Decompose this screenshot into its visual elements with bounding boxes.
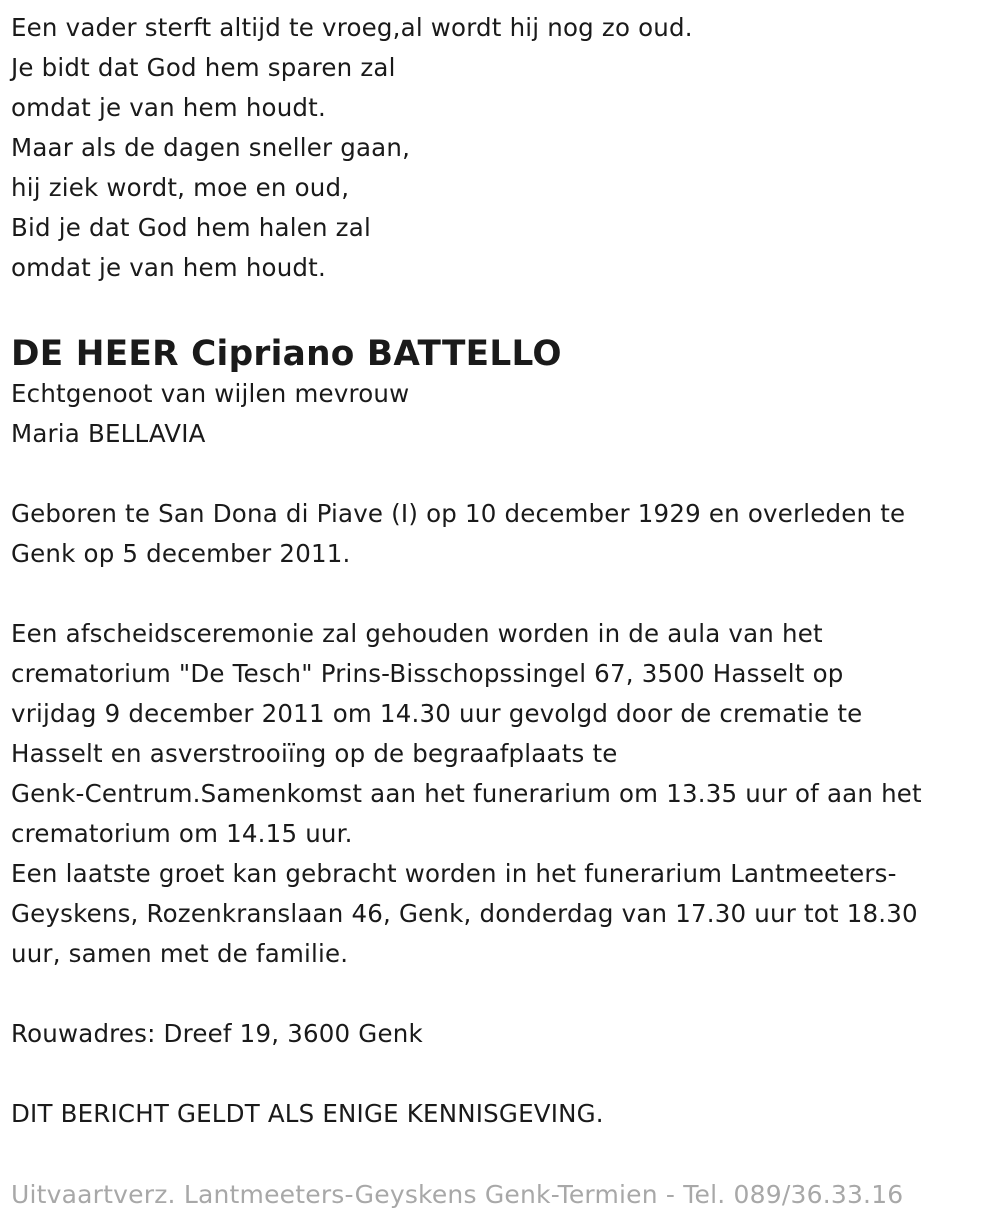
notice-statement: DIT BERICHT GELDT ALS ENIGE KENNISGEVING. xyxy=(11,1099,604,1128)
ceremony-info xyxy=(11,614,1000,974)
spacer xyxy=(11,454,1000,494)
spacer xyxy=(11,1054,1000,1094)
ceremony-line: crematorium "De Tesch" Prins-Bisschopssingel 67, 3500 Hasselt op xyxy=(11,659,844,688)
ceremony-line: Hasselt en asverstrooiïng op de begraafplaats te xyxy=(11,739,618,768)
funeral-director-footer: Uitvaartverz. Lantmeeters-Geyskens Genk-Termien - Tel. 089/36.33.16 xyxy=(11,1180,904,1209)
spacer xyxy=(11,574,1000,614)
poem-line: Maar als de dagen sneller gaan, xyxy=(11,133,411,162)
ceremony-line: crematorium om 14.15 uur. xyxy=(11,819,353,848)
birth-death-info xyxy=(11,494,1000,574)
poem-line: omdat je van hem houdt. xyxy=(11,253,326,282)
poem xyxy=(11,8,1000,288)
birth-death-line: Genk op 5 december 2011. xyxy=(11,539,351,568)
ceremony-line: Geyskens, Rozenkranslaan 46, Genk, donderdag van 17.30 uur tot 18.30 xyxy=(11,899,918,928)
spacer xyxy=(11,974,1000,1014)
poem-line: omdat je van hem houdt. xyxy=(11,93,326,122)
ceremony-line: Een afscheidsceremonie zal gehouden worden in de aula van het xyxy=(11,619,823,648)
poem-line: Een vader sterft altijd te vroeg,al wordt hij nog zo oud. xyxy=(11,13,693,42)
ceremony-line: uur, samen met de familie. xyxy=(11,939,349,968)
spouse-line: Echtgenoot van wijlen mevrouw xyxy=(11,379,410,408)
poem-line: Bid je dat God hem halen zal xyxy=(11,213,371,242)
ceremony-line: Een laatste groet kan gebracht worden in het funerarium Lantmeeters- xyxy=(11,859,897,888)
mourning-address: Rouwadres: Dreef 19, 3600 Genk xyxy=(11,1019,423,1048)
ceremony-line: Genk-Centrum.Samenkomst aan het funerarium om 13.35 uur of aan het xyxy=(11,779,922,808)
deceased-name: DE HEER Cipriano BATTELLO xyxy=(11,334,562,374)
ceremony-line: vrijdag 9 december 2011 om 14.30 uur gevolgd door de crematie te xyxy=(11,699,863,728)
poem-line: Je bidt dat God hem sparen zal xyxy=(11,53,396,82)
birth-death-line: Geboren te San Dona di Piave (I) op 10 december 1929 en overleden te xyxy=(11,499,906,528)
spouse-name: Maria BELLAVIA xyxy=(11,419,206,448)
poem-line: hij ziek wordt, moe en oud, xyxy=(11,173,350,202)
